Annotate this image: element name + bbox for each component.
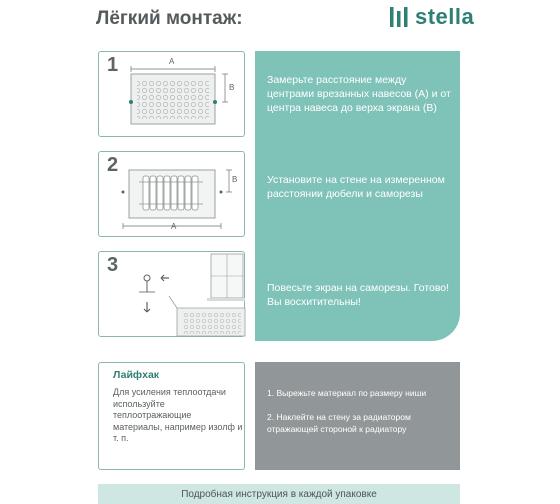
- lifehack-box: [98, 362, 245, 470]
- lifehack-steps-panel: [255, 362, 460, 470]
- step-1-text: Замерьте расстояние между центрами врезанных навесов (A) и от центра навеса до верха экрана (B): [267, 74, 451, 114]
- step-1-illustration: [98, 51, 245, 137]
- hanging-screen-icon: [99, 252, 246, 338]
- step-1-number: 1: [107, 54, 119, 76]
- stella-logo-icon: [388, 5, 410, 29]
- dimension-b-label: B: [229, 83, 235, 92]
- stella-logo: [388, 4, 474, 30]
- lifehack-step-2: 2. Наклейте на стену за радиатором отражающей стороной к радиатору: [267, 412, 411, 434]
- footer-text: Подробная инструкция в каждой упаковке: [181, 488, 377, 500]
- step-3-text: Повесьте экран на саморезы. Готово! Вы восхитительны!: [267, 282, 450, 308]
- step-3-number: 3: [107, 254, 119, 276]
- step-2-illustration: [98, 151, 245, 237]
- page-title: Лёгкий монтаж:: [96, 8, 243, 29]
- lifehack-text: Для усиления теплоотдачи используйте теплоотражающие материалы, например изолф и т. п.: [113, 387, 243, 443]
- dimension-a-label: A: [169, 57, 175, 66]
- instructions-panel: [255, 51, 460, 341]
- lifehack-step-1: 1. Вырежьте материал по размеру ниши: [267, 388, 427, 398]
- step-3-illustration: [98, 251, 245, 337]
- step-2-text: Установите на стене на измеренном расстоянии дюбели и саморезы: [267, 174, 445, 200]
- brand-name: stella: [415, 4, 475, 29]
- dimension-b-label: B: [232, 175, 238, 184]
- footer-banner: [98, 484, 460, 504]
- dimension-a-label: A: [171, 222, 177, 231]
- step-2-number: 2: [107, 154, 119, 176]
- lifehack-title: Лайфхак: [113, 369, 160, 381]
